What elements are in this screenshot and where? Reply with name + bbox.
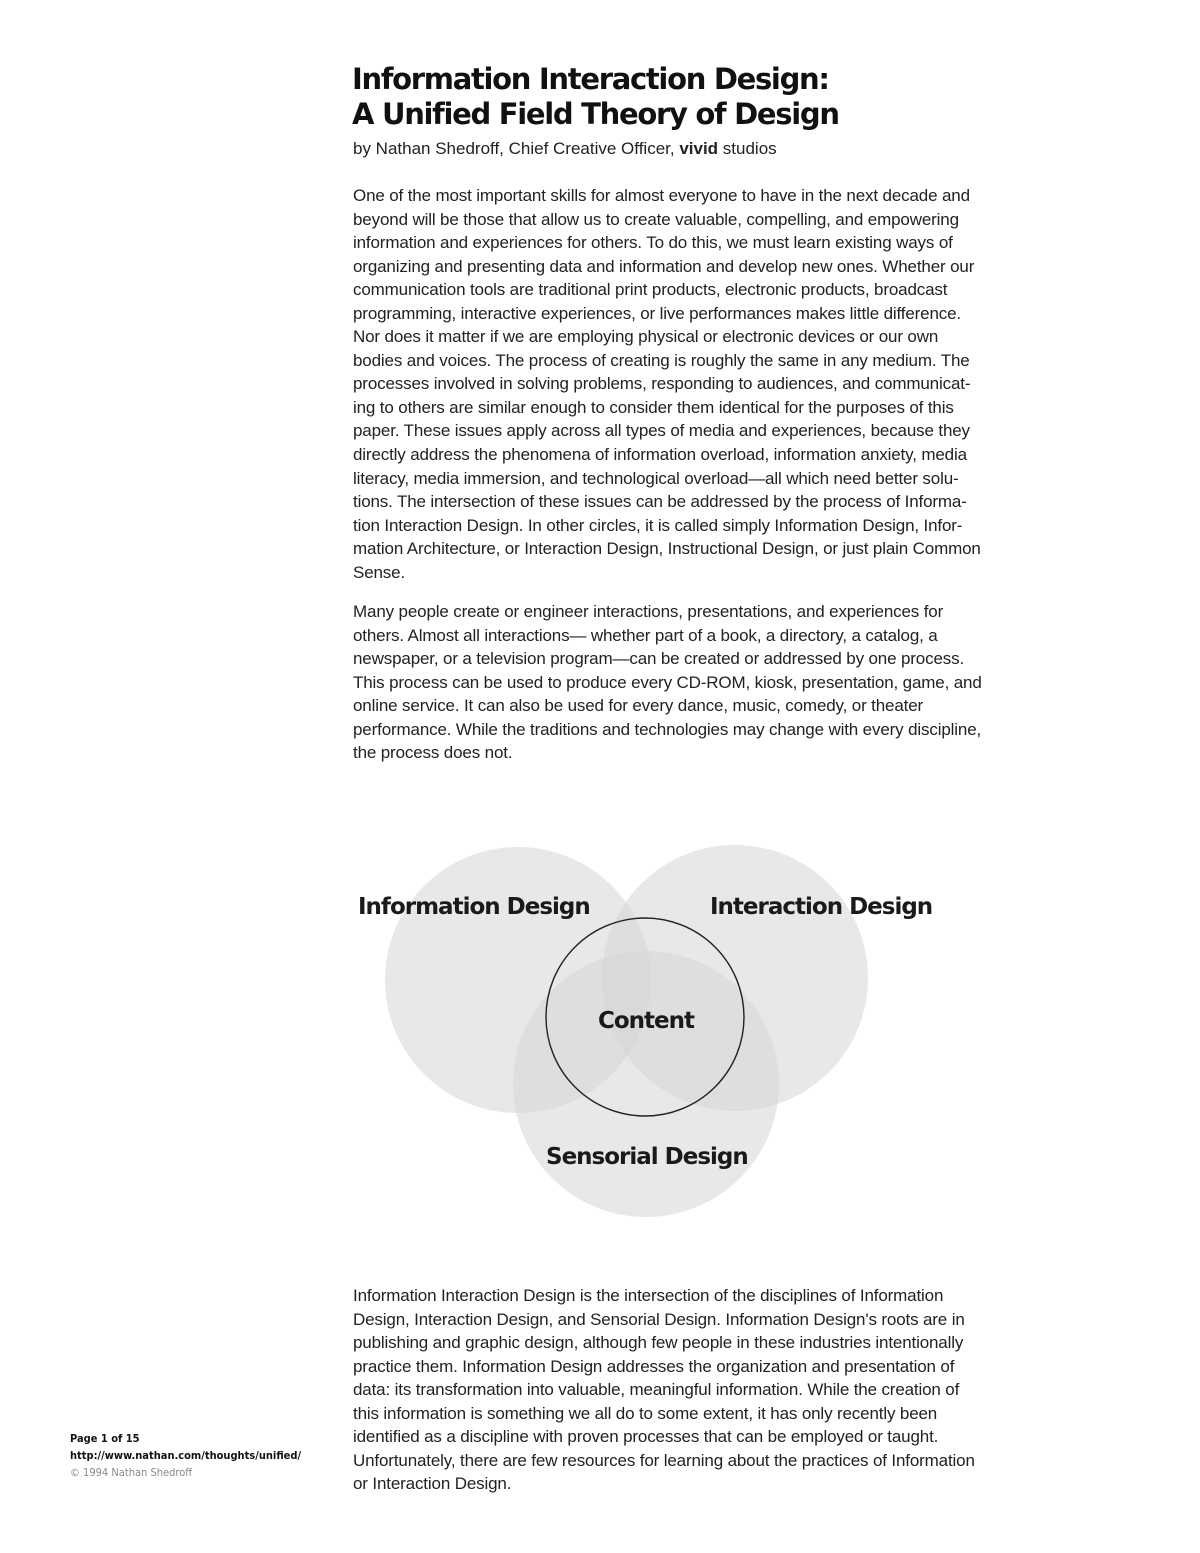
paragraph-3 [353,1284,1098,1496]
paragraph-line: data: its transformation into valuable, meaningful information. While the creation of [353,1380,960,1400]
page-number: Page 1 of 15 [70,1432,140,1445]
paragraph-line: beyond will be those that allow us to create valuable, compelling, and empowering [353,209,959,229]
paragraph-line: Unfortunately, there are few resources for learning about the practices of Information [353,1450,975,1470]
paragraph-line: Sense. [353,562,406,582]
paragraph-line: the process does not. [353,743,513,763]
byline-company: vivid [679,139,719,158]
paragraph-line: paper. These issues apply across all types of media and experiences, because they [353,421,970,441]
paragraph-line: practice them. Information Design addresses the organization and presentation of [353,1356,955,1376]
paragraph-1 [353,184,1098,584]
paragraph-line: processes involved in solving problems, responding to audiences, and communicat- [353,374,971,394]
paragraph-line: ing to others are similar enough to consider them identical for the purposes of this [353,397,954,417]
paragraph-line: programming, interactive experiences, or live performances makes little difference. [353,303,962,323]
paragraph-line: identified as a discipline with proven processes that can be employed or taught. [353,1427,939,1447]
page-footer [70,1430,301,1481]
paragraph-line: tions. The intersection of these issues can be addressed by the process of Informa- [353,492,967,512]
paragraph-line: information and experiences for others. To do this, we must learn existing ways of [353,233,953,253]
title-line-1: Information Interaction Design: [352,62,829,96]
venn-circle-sensorial [513,951,779,1217]
paragraph-line: Nor does it matter if we are employing physical or electronic devices or our own [353,327,939,347]
byline [353,137,777,161]
venn-diagram [340,830,933,1230]
paragraph-line: this information is something we all do to some extent, it has only recently been [353,1403,938,1423]
label-information-design: Information Design [358,894,590,920]
paragraph-line: performance. While the traditions and technologies may change with every discipline, [353,719,982,739]
title-line-2: A Unified Field Theory of Design [352,97,839,131]
copyright-notice: © 1994 Nathan Shedroff [70,1466,193,1479]
paragraph-line: directly address the phenomena of information overload, information anxiety, media [353,445,967,465]
paragraph-line: Design, Interaction Design, and Sensorial Design. Information Design's roots are in [353,1309,965,1329]
label-content: Content [598,1008,695,1034]
paragraph-line: newspaper, or a television program—can be created or addressed by one process. [353,649,965,669]
document-title [352,62,839,132]
paragraph-line: communication tools are traditional print products, electronic products, broadcast [353,280,948,300]
label-interaction-design: Interaction Design [710,894,933,920]
paragraph-line: literacy, media immersion, and technological overload—all which need better solu- [353,468,959,488]
paragraph-line: tion Interaction Design. In other circles, it is called simply Information Design, Infor- [353,515,963,535]
paragraph-line: Many people create or engineer interactions, presentations, and experiences for [353,602,944,621]
paragraph-line: mation Architecture, or Interaction Design, Instructional Design, or just plain Common [353,539,981,559]
paragraph-line: publishing and graphic design, although few people in these industries intentionally [353,1333,964,1353]
paragraph-2 [353,600,1098,765]
paragraph-line: bodies and voices. The process of creating is roughly the same in any medium. The [353,350,970,370]
source-url: http://www.nathan.com/thoughts/unified/ [70,1449,302,1462]
paragraph-line: This process can be used to produce every CD-ROM, kiosk, presentation, game, and [353,672,982,692]
paragraph-line: Information Interaction Design is the intersection of the disciplines of Information [353,1286,944,1305]
paragraph-line: One of the most important skills for almost everyone to have in the next decade and [353,186,970,205]
byline-prefix: by Nathan Shedroff, Chief Creative Officer, [353,139,680,158]
paragraph-line: or Interaction Design. [353,1474,512,1494]
paragraph-line: others. Almost all interactions— whether part of a book, a directory, a catalog, a [353,625,938,645]
byline-suffix: studios [718,139,777,158]
paragraph-line: organizing and presenting data and information and develop new ones. Whether our [353,256,975,276]
label-sensorial-design: Sensorial Design [546,1144,748,1170]
paragraph-line: online service. It can also be used for every dance, music, comedy, or theater [353,696,924,716]
